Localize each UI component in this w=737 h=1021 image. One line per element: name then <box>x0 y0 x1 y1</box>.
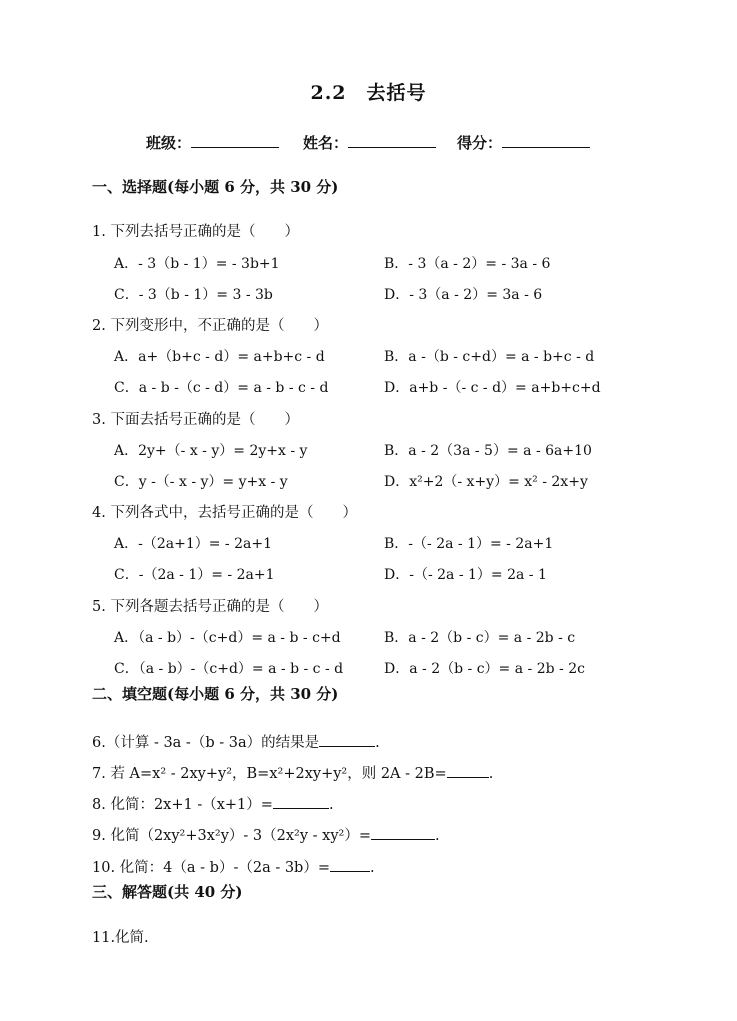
score-label: 得分： <box>457 134 503 152</box>
q2-option-d: D．a+b -（- c - d）= a+b+c+d <box>384 380 601 396</box>
q6-blank[interactable] <box>319 734 375 747</box>
q5-option-a: A．（a - b）-（c+d）= a - b - c+d <box>114 630 341 646</box>
q4-option-b: B．-（- 2a - 1）= - 2a+1 <box>384 536 554 552</box>
q5-option-b: B．a - 2（b - c）= a - 2b - c <box>384 630 576 646</box>
q7-text: 7. 若 A=x² - 2xy+y²，B=x²+2xy+y²，则 2A - 2B= <box>92 766 447 782</box>
q2-option-a: A．a+（b+c - d）= a+b+c - d <box>114 349 325 365</box>
class-label: 班级： <box>146 134 192 152</box>
q8-blank[interactable] <box>273 796 329 809</box>
q7-blank[interactable] <box>447 765 489 778</box>
q3-option-a: A．2y+（- x - y）= 2y+x - y <box>114 443 308 459</box>
q1-option-b: B．- 3（a - 2）= - 3a - 6 <box>384 256 551 272</box>
q1-option-a: A．- 3（b - 1）= - 3b+1 <box>114 256 280 272</box>
q2-option-c: C．a - b -（c - d）= a - b - c - d <box>114 380 329 396</box>
q2-option-b: B．a -（b - c+d）= a - b+c - d <box>384 349 595 365</box>
question-6: 6.（计算 - 3a -（b - 3a）的结果是 . <box>92 735 380 751</box>
class-field <box>146 132 279 153</box>
name-blank[interactable] <box>348 133 436 148</box>
q8-text: 8. 化简：2x+1 -（x+1）= <box>92 797 273 813</box>
q6-text: 6.（计算 - 3a -（b - 3a）的结果是 <box>92 735 320 751</box>
q9-blank[interactable] <box>371 827 435 840</box>
page-title: 2.2 去括号 <box>310 82 427 104</box>
q10-blank[interactable] <box>330 859 370 872</box>
q5-option-d: D．a - 2（b - c）= a - 2b - 2c <box>384 661 585 677</box>
q3-option-b: B．a - 2（3a - 5）= a - 6a+10 <box>384 443 592 459</box>
class-blank[interactable] <box>191 133 279 148</box>
section-answer: 三、解答题(共 40 分) <box>92 883 243 901</box>
section-choice: 一、选择题(每小题 6 分，共 30 分) <box>92 178 339 196</box>
question-3: 3. 下面去括号正确的是（ ） <box>92 412 299 428</box>
question-5: 5. 下列各题去括号正确的是（ ） <box>92 599 328 615</box>
section-fill-in: 二、填空题(每小题 6 分，共 30 分) <box>92 685 339 703</box>
question-10: 10. 化简：4（a - b）-（2a - 3b）= . <box>92 860 375 876</box>
score-blank[interactable] <box>502 133 590 148</box>
q3-option-d: D．x²+2（- x+y）= x² - 2x+y <box>384 474 588 490</box>
question-11: 11.化简. <box>92 930 149 946</box>
q10-text: 10. 化简：4（a - b）-（2a - 3b）= <box>92 860 330 876</box>
q4-option-a: A．-（2a+1）= - 2a+1 <box>114 536 272 552</box>
name-field <box>303 132 436 153</box>
question-8: 8. 化简：2x+1 -（x+1）= . <box>92 797 334 813</box>
q1-option-c: C．- 3（b - 1）= 3 - 3b <box>114 287 273 303</box>
question-2: 2. 下列变形中，不正确的是（ ） <box>92 318 328 334</box>
q9-text: 9. 化简（2xy²+3x²y）- 3（2x²y - xy²）= <box>92 828 371 844</box>
q1-option-d: D．- 3（a - 2）= 3a - 6 <box>384 287 543 303</box>
q3-option-c: C．y -（- x - y）= y+x - y <box>114 474 288 490</box>
q4-option-c: C．-（2a - 1）= - 2a+1 <box>114 567 275 583</box>
score-field <box>457 132 590 153</box>
question-1: 1. 下列去括号正确的是（ ） <box>92 224 299 240</box>
q5-option-c: C．（a - b）-（c+d）= a - b - c - d <box>114 661 344 677</box>
q4-option-d: D．-（- 2a - 1）= 2a - 1 <box>384 567 547 583</box>
question-7: 7. 若 A=x² - 2xy+y²，B=x²+2xy+y²，则 2A - 2B= . <box>92 766 494 782</box>
name-label: 姓名： <box>303 134 349 152</box>
question-9: 9. 化简（2xy²+3x²y）- 3（2x²y - xy²）= . <box>92 828 440 844</box>
question-4: 4. 下列各式中，去括号正确的是（ ） <box>92 505 357 521</box>
